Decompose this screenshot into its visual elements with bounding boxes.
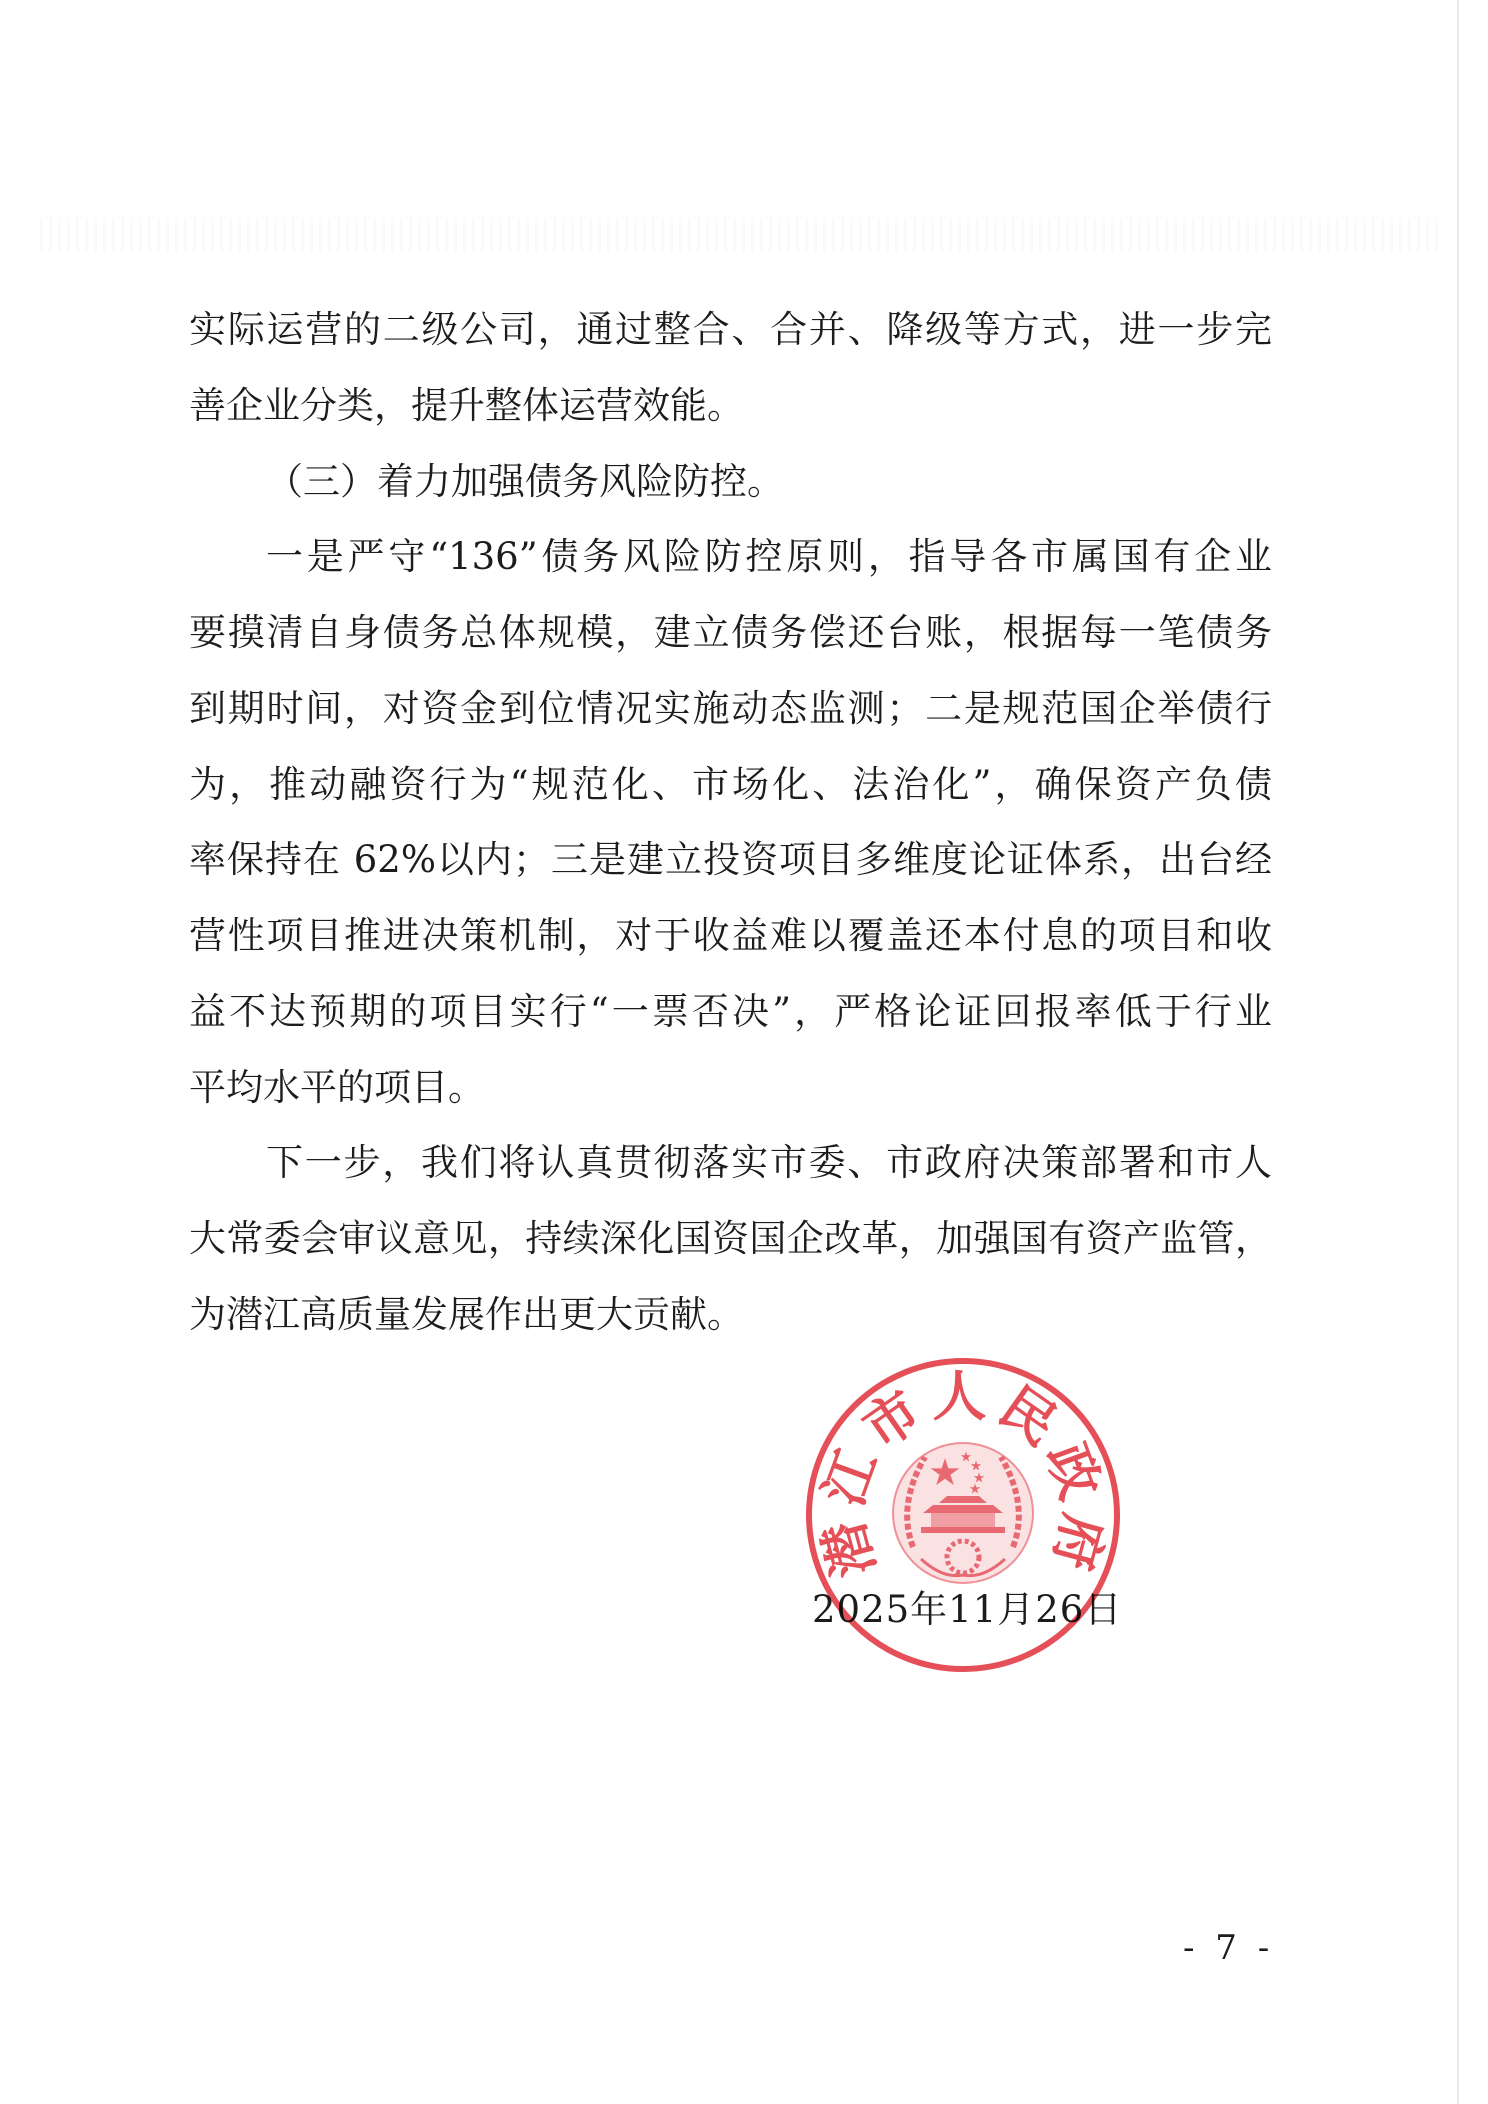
paragraph-continuation [189,292,1272,444]
body-text [189,292,1272,1353]
paragraph-debt-risk [189,519,1272,1125]
text-line: 要摸清自身债务总体规模，建立债务偿还台账，根据每一笔债务 [189,611,1272,654]
text-line: 下一步，我们将认真贯彻落实市委、市政府决策部署和市人 [266,1141,1272,1185]
text-line: 大常委会审议意见，持续深化国资国企改革，加强国有资产监管， [189,1217,1272,1260]
seal-text-path: 潜江市人民政府 [809,1364,1117,1584]
text-line: 到期时间，对资金到位情况实施动态监测；二是规范国企举债行 [189,686,1272,730]
paragraph-next-steps [189,1125,1272,1352]
text-line: 一是严守“136”债务风险防控原则，指导各市属国有企业 [266,535,1272,579]
text-line: 实际运营的二级公司，通过整合、合并、降级等方式，进一步完 [189,308,1272,351]
text-line: 善企业分类，提升整体运营效能。 [189,383,744,427]
emblem-gate-body [931,1513,995,1527]
emblem-gate-base [921,1527,1005,1533]
text-line: 营性项目推进决策机制，对于收益难以覆盖还本付息的项目和收 [189,914,1272,957]
emblem-gate-lower-roof [923,1505,1003,1513]
page-number: - 7 - [1183,1928,1275,1968]
text-line: 为潜江高质量发展作出更大贡献。 [189,1292,744,1336]
official-seal [793,1345,1133,1685]
signature-date: 2025年11月26日 [812,1588,1123,1631]
scan-artifact-band [40,218,1440,252]
text-line: 率保持在 62%以内；三是建立投资项目多维度论证体系，出台经 [189,838,1272,882]
national-emblem-icon [893,1443,1033,1583]
text-line: 平均水平的项目。 [189,1065,485,1109]
heading-line: （三）着力加强债务风险防控。 [266,459,784,503]
text-line: 为，推动融资行为“规范化、市场化、法治化”，确保资产负债 [189,762,1272,806]
section-heading [189,444,1272,520]
scan-edge-line [1457,0,1459,2104]
text-line: 益不达预期的项目实行“一票否决”，严格论证回报率低于行业 [189,989,1272,1033]
emblem-gate-upper-roof [939,1496,987,1503]
